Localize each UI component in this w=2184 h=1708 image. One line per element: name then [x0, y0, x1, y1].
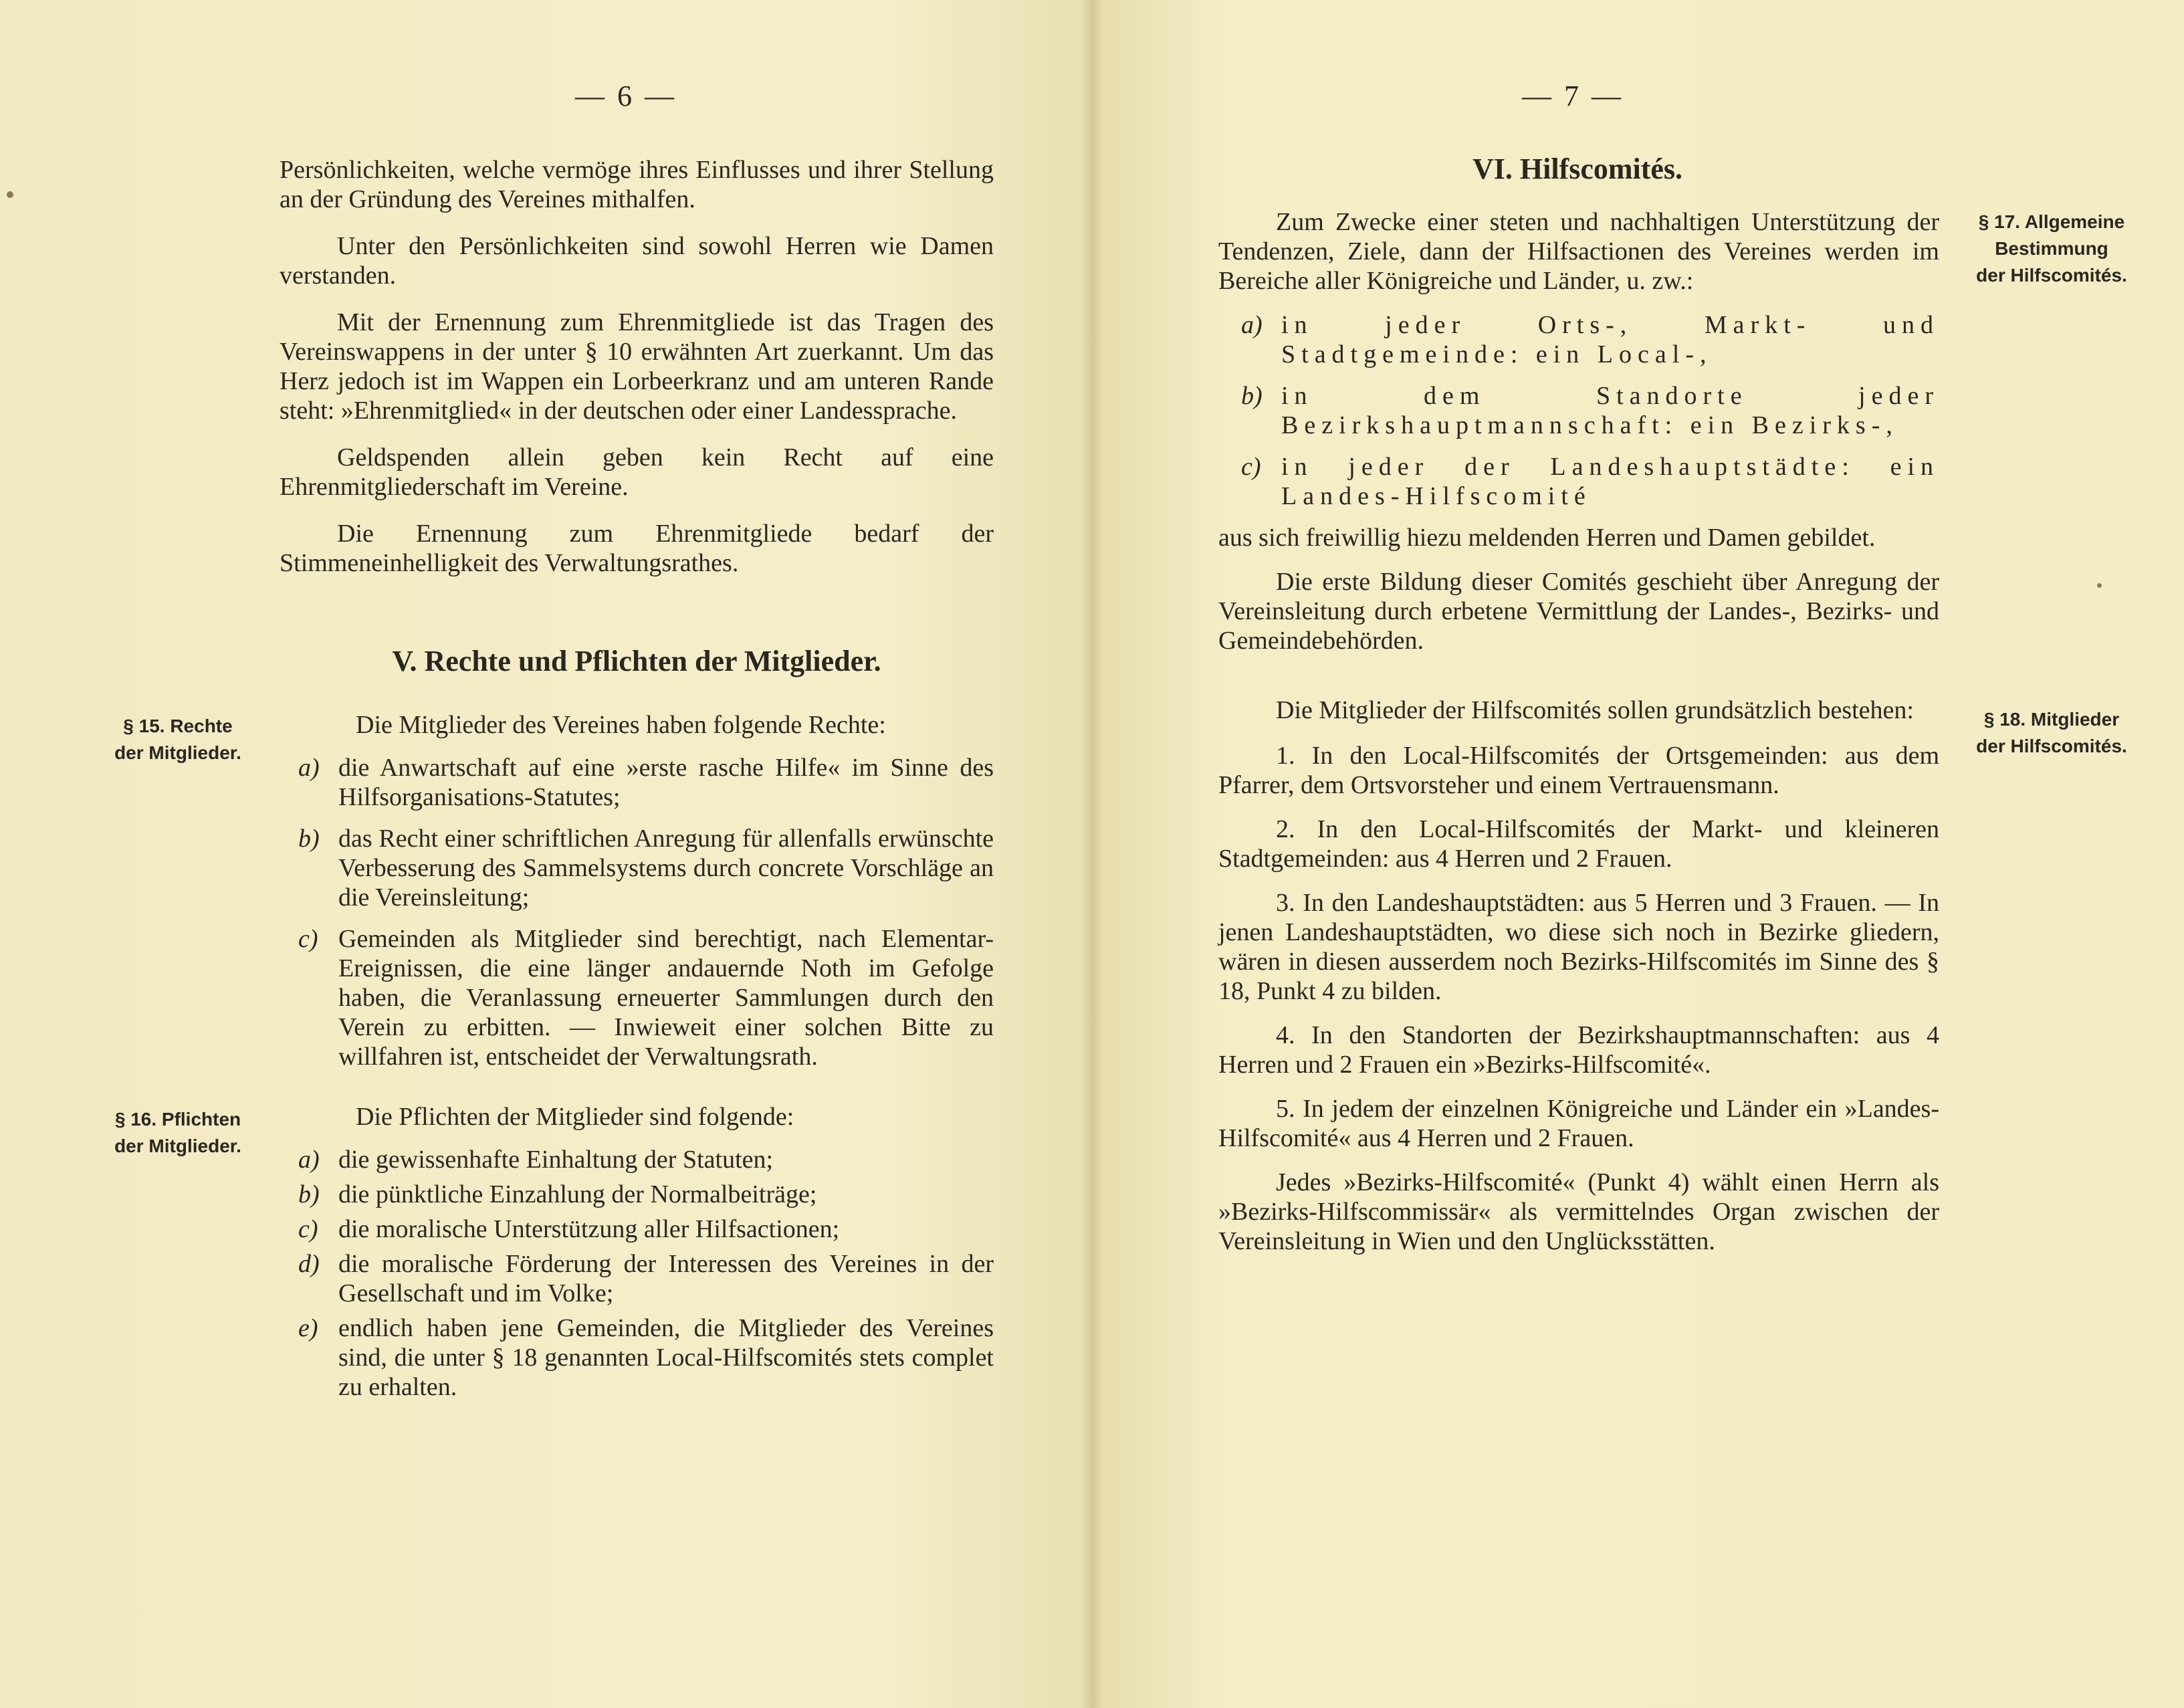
list-item [298, 753, 994, 812]
paragraph: Persönlichkeiten, welche vermöge ihres Einflusses und ihrer Stellung an der Gründung des Vereines mithalfen. [280, 156, 994, 213]
numbered-point: 4. In den Standorten der Bezirkshauptmannschaften: aus 4 Herren und 2 Frauen ein »Bezirks-Hilfscomité«. [1218, 1021, 1939, 1079]
section-17-general [1218, 207, 1939, 673]
list-item [298, 824, 994, 912]
paragraph: Die Ernennung zum Ehrenmitgliede bedarf der Stimmeneinhelligkeit des Verwaltungsrathes. [280, 520, 994, 577]
item-marker: b) [1241, 382, 1263, 410]
numbered-point: 2. In den Local-Hilfscomités der Markt- und kleineren Stadtgemeinden: aus 4 Herren und 2 Frauen. [1218, 815, 1939, 873]
page-number-right: — 7 — [1522, 80, 1624, 112]
list-item [1241, 381, 1939, 440]
paragraph: Jedes »Bezirks-Hilfscomité« (Punkt 4) wählt einen Herrn als »Bezirks-Hilfscommissär« als vermittelndes Organ zwischen der Vereinsleitung in Wien und den Unglücksstätten. [1218, 1168, 1939, 1255]
item-text: in jeder der Landeshauptstädte: ein Landes-Hilfscomité [1281, 453, 1939, 510]
numbered-point: 1. In den Local-Hilfscomités der Ortsgemeinden: aus dem Pfarrer, dem Ortsvorsteher und einem Vertrauensmann. [1218, 742, 1939, 799]
margin-note-line: der Mitglieder. [114, 1136, 241, 1156]
section-intro: Die Mitglieder der Hilfscomités sollen grundsätzlich bestehen: [1276, 696, 1914, 724]
margin-note-line: § 17. Allgemeine [1978, 211, 2125, 232]
section-intro: Die Pflichten der Mitglieder sind folgende: [356, 1103, 794, 1131]
margin-note-line: der Mitglieder. [114, 742, 241, 763]
paragraph: Mit der Ernennung zum Ehrenmitgliede ist das Tragen des Vereinswappens in der unter § 10 erwähnten Art zuerkannt. Um das Herz jedoch ist im Wappen ein Lorbeerkranz und am unteren Rande steht: »Ehrenmitglied« in der deutschen oder einer Landessprache. [280, 308, 994, 425]
list-item [298, 1214, 994, 1244]
item-marker: a) [298, 1146, 320, 1174]
section-15-rights [298, 710, 994, 1083]
book-gutter [1081, 0, 1103, 1708]
margin-note-section-16 [79, 1106, 277, 1160]
margin-note-section-15 [79, 713, 277, 766]
item-text: die moralische Förderung der Interessen des Vereines in der Gesellschaft und im Volke; [338, 1250, 994, 1307]
margin-note-line: Bestimmung [1995, 238, 2108, 259]
item-marker: c) [1241, 453, 1261, 481]
section-18-members [1218, 696, 1939, 1273]
section-heading-v: V. Rechte und Pflichten der Mitglieder. [392, 645, 881, 677]
list-item [1241, 452, 1939, 511]
section-heading-vi: VI. Hilfscomités. [1472, 152, 1683, 185]
list-item [1241, 310, 1939, 369]
list-item [298, 1249, 994, 1308]
item-text: das Recht einer schriftlichen Anregung für allenfalls erwünschte Verbesserung des Sammelsystems durch concrete Vorschläge an die Vereinsleitung; [338, 825, 994, 912]
numbered-point: 5. In jedem der einzelnen Königreiche und Länder ein »Landes-Hilfscomité« aus 4 Herren und 2 Frauen. [1218, 1095, 1939, 1152]
paragraph: Geldspenden allein geben kein Recht auf eine Ehrenmitgliederschaft im Vereine. [280, 443, 994, 501]
item-marker: e) [298, 1314, 318, 1342]
paragraph: Unter den Persönlichkeiten sind sowohl Herren wie Damen verstanden. [280, 232, 994, 290]
item-text: die gewissenhafte Einhaltung der Statuten; [338, 1146, 774, 1174]
list-item [298, 924, 994, 1071]
section-intro: Zum Zwecke einer steten und nachhaltigen Unterstützung der Tendenzen, Ziele, dann der Hilfsactionen des Vereines werden im Bereiche aller Königreiche und Länder, u. zw.: [1218, 208, 1939, 295]
margin-note-line: § 15. Rechte [123, 716, 233, 736]
numbered-point: 3. In den Landeshauptstädten: aus 5 Herren und 3 Frauen. — In jenen Landeshauptstädten, wo diese sich noch in Bezirke gliedern, wären in diesen ausserdem noch Bezirks-Hilfscomités im Sinne des § 18, Punkt 4 zu bilden. [1218, 889, 1939, 1005]
margin-note-section-18 [1951, 706, 2152, 760]
margin-note-line: § 18. Mitglieder [1983, 709, 2120, 730]
section-16-duties [298, 1102, 994, 1407]
margin-note-line: der Hilfscomités. [1976, 265, 2127, 286]
margin-note-line: § 16. Pflichten [114, 1109, 241, 1130]
item-marker: b) [298, 1180, 320, 1208]
item-text: die pünktliche Einzahlung der Normalbeiträge; [338, 1180, 817, 1208]
item-text: die Anwartschaft auf eine »erste rasche Hilfe« im Sinne des Hilfsorganisations-Statutes; [338, 754, 994, 811]
left-intro-text [280, 155, 994, 595]
page-number-left: — 6 — [575, 80, 677, 112]
item-text: in dem Standorte jeder Bezirkshauptmannschaft: ein Bezirks-, [1281, 382, 1939, 439]
paragraph: aus sich freiwillig hiezu meldenden Herren und Damen gebildet. [1218, 524, 1876, 552]
ink-speck [2097, 583, 2102, 588]
item-text: die moralische Unterstützung aller Hilfsactionen; [338, 1215, 840, 1243]
margin-note-section-17 [1951, 209, 2152, 289]
item-marker: d) [298, 1250, 320, 1278]
ink-speck [7, 191, 13, 198]
list-item [298, 1180, 994, 1209]
margin-note-line: der Hilfscomités. [1976, 736, 2127, 756]
item-marker: a) [1241, 311, 1263, 339]
item-marker: a) [298, 754, 320, 782]
item-text: in jeder Orts-, Markt- und Stadtgemeinde: ein Local-, [1281, 311, 1939, 368]
section-intro: Die Mitglieder des Vereines haben folgende Rechte: [356, 711, 886, 739]
item-text: endlich haben jene Gemeinden, die Mitglieder des Vereines sind, die unter § 18 genannten Local-Hilfscomités stets complet zu erhalten. [338, 1314, 994, 1401]
list-item [298, 1313, 994, 1402]
item-text: Gemeinden als Mitglieder sind berechtigt, nach Elementar-Ereignissen, die eine länger andauernde Noth im Gefolge haben, die Veranlassung erneuerter Sammlungen durch den Verein zu erbitten. — Inwieweit einer solchen Bitte zu willfahren ist, entscheidet der Verwaltungsrath. [338, 925, 994, 1071]
item-marker: c) [298, 1215, 318, 1243]
item-marker: b) [298, 825, 320, 853]
list-item [298, 1145, 994, 1174]
item-marker: c) [298, 925, 318, 953]
paragraph: Die erste Bildung dieser Comités geschieht über Anregung der Vereinsleitung durch erbetene Vermittlung der Landes-, Bezirks- und Gemeindebehörden. [1218, 568, 1939, 655]
